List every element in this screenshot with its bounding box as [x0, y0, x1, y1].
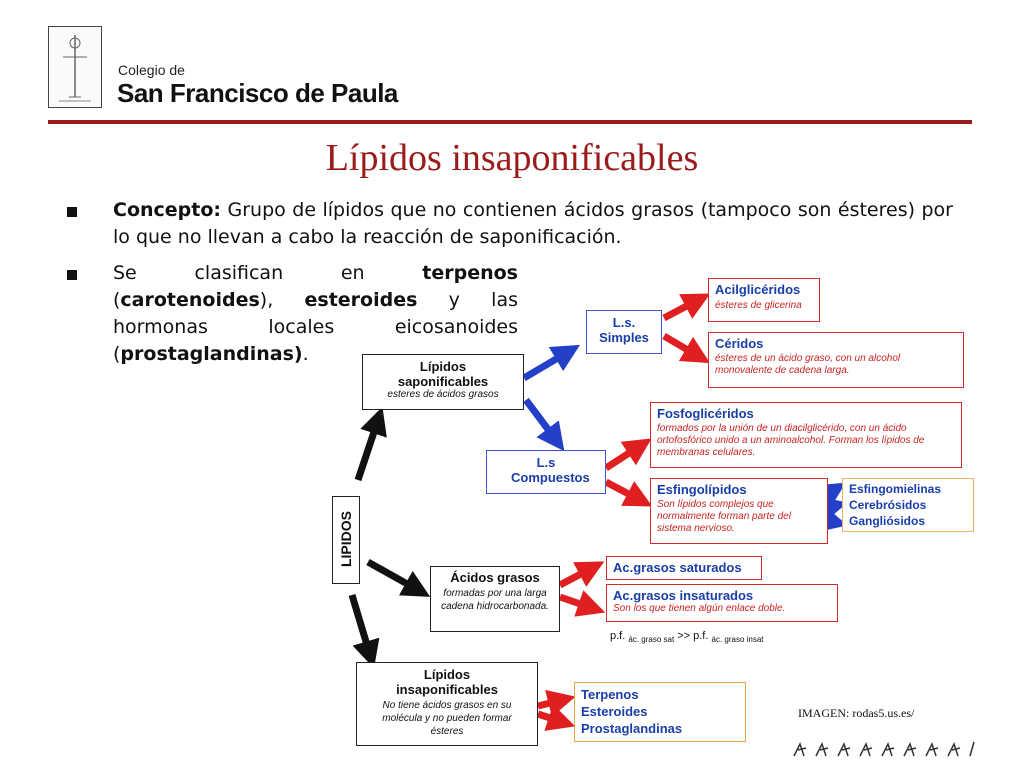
arrow-to-terpenos [538, 700, 562, 706]
insaponificables-types-box [574, 682, 746, 742]
ceridos-title: Céridos [715, 336, 764, 351]
arrow-to-acidos-grasos [368, 562, 418, 590]
fosfogliceridos-title: Fosfoglicéridos [657, 406, 754, 421]
arrow-to-esfingolipidos [606, 482, 640, 500]
subtype-esfingomielinas: Esfingomielinas [849, 482, 942, 496]
saponificables-title: Lípidos saponificables [397, 359, 489, 389]
arrow-to-insaturados [560, 597, 592, 608]
page-title: Lípidos insaponificables [325, 137, 699, 179]
ceridos-box [708, 332, 964, 388]
arrow-to-saponificables [358, 420, 378, 480]
esfingolipidos-desc: Son lípidos complejos que normalmente forman parte del sistema nervioso. [657, 499, 791, 534]
esfingolipidos-box [650, 478, 828, 544]
school-name: San Francisco de Paula [117, 78, 398, 108]
fosfogliceridos-desc: formados por la unión de un diacilglicérido, con un ácido ortofosfórico unido a un aminoalcohol. Forman los lípidos de membranas celulares. [657, 423, 925, 458]
saponificables-sub: esteres de ácidos grasos [387, 389, 499, 400]
arrow-to-fosfogliceridos [606, 446, 640, 468]
acidos-grasos-box [430, 566, 560, 632]
insaturados-title: Ac.grasos insaturados [613, 588, 754, 603]
arrow-to-compuestos [526, 400, 556, 440]
subtype-cerebrosidos: Cerebrósidos [849, 498, 927, 512]
concept-text: Grupo de lípidos que no contienen ácidos grasos (tampoco son ésteres) por lo que no llevan a cabo la reacción de saponificación. [113, 199, 953, 248]
subtype-gangliosidos: Gangliósidos [849, 514, 926, 528]
esfingo-subtypes-box [842, 478, 974, 532]
arrow-to-simples [524, 352, 568, 378]
decorative-figures-icon [790, 738, 980, 762]
acilgliceridos-box [708, 278, 820, 322]
arrow-to-acilgliceridos [664, 300, 698, 318]
insaponificables-desc: No tiene ácidos grasos en su molécula y no pueden formar ésteres [382, 700, 512, 737]
simples-box [586, 310, 662, 354]
fosfogliceridos-box [650, 402, 962, 468]
ceridos-desc: ésteres de un ácido graso, con un alcohol monovalente de cadena larga. [715, 353, 901, 376]
school-name-small: Colegio de [118, 62, 185, 78]
saturados-title: Ac.grasos saturados [613, 560, 742, 575]
concept-label: Concepto: [113, 199, 222, 221]
type-esteroides: Esteroides [581, 704, 648, 719]
image-credit: IMAGEN: rodas5.us.es/ [798, 706, 915, 720]
classification-paragraph: Se clasifican en terpenos (carotenoides), esteroides y las hormonas locales eicosanoides (prostaglandinas). [113, 262, 518, 365]
insaponificables-title: Lípidos insaponificables [396, 667, 498, 697]
saponificables-box [362, 354, 524, 410]
esfingolipidos-title: Esfingolípidos [657, 482, 747, 497]
melting-point-note: p.f. $_{ác. graso sat}$ >> p.f. $_{ác. graso insat}$ [610, 630, 764, 645]
saturados-box [606, 556, 762, 580]
type-terpenos: Terpenos [581, 687, 639, 702]
acilgliceridos-desc: ésteres de glicerina [715, 300, 802, 311]
insaturados-box [606, 584, 838, 622]
arrow-to-prostaglandinas [538, 714, 562, 722]
arrow-to-saturados [560, 568, 592, 585]
compuestos-box [486, 450, 606, 494]
simples-label: L.s. Simples [599, 315, 649, 345]
acidos-grasos-title: Ácidos grasos [450, 570, 540, 585]
arrow-to-ceridos [664, 336, 698, 356]
acilgliceridos-title: Acilglicéridos [715, 282, 801, 297]
acidos-grasos-desc: formadas por una larga cadena hidrocarbonada. [441, 588, 549, 612]
compuestos-label: L.s Compuestos [511, 455, 590, 485]
arrow-to-insaponificables [352, 595, 370, 655]
insaponificables-box [356, 662, 538, 746]
lipidos-label: LIPIDOS [338, 511, 354, 568]
type-prostaglandinas: Prostaglandinas [581, 721, 683, 736]
lipidos-root-box [332, 496, 360, 584]
insaturados-desc: Son los que tienen algún enlace doble. [613, 603, 786, 614]
